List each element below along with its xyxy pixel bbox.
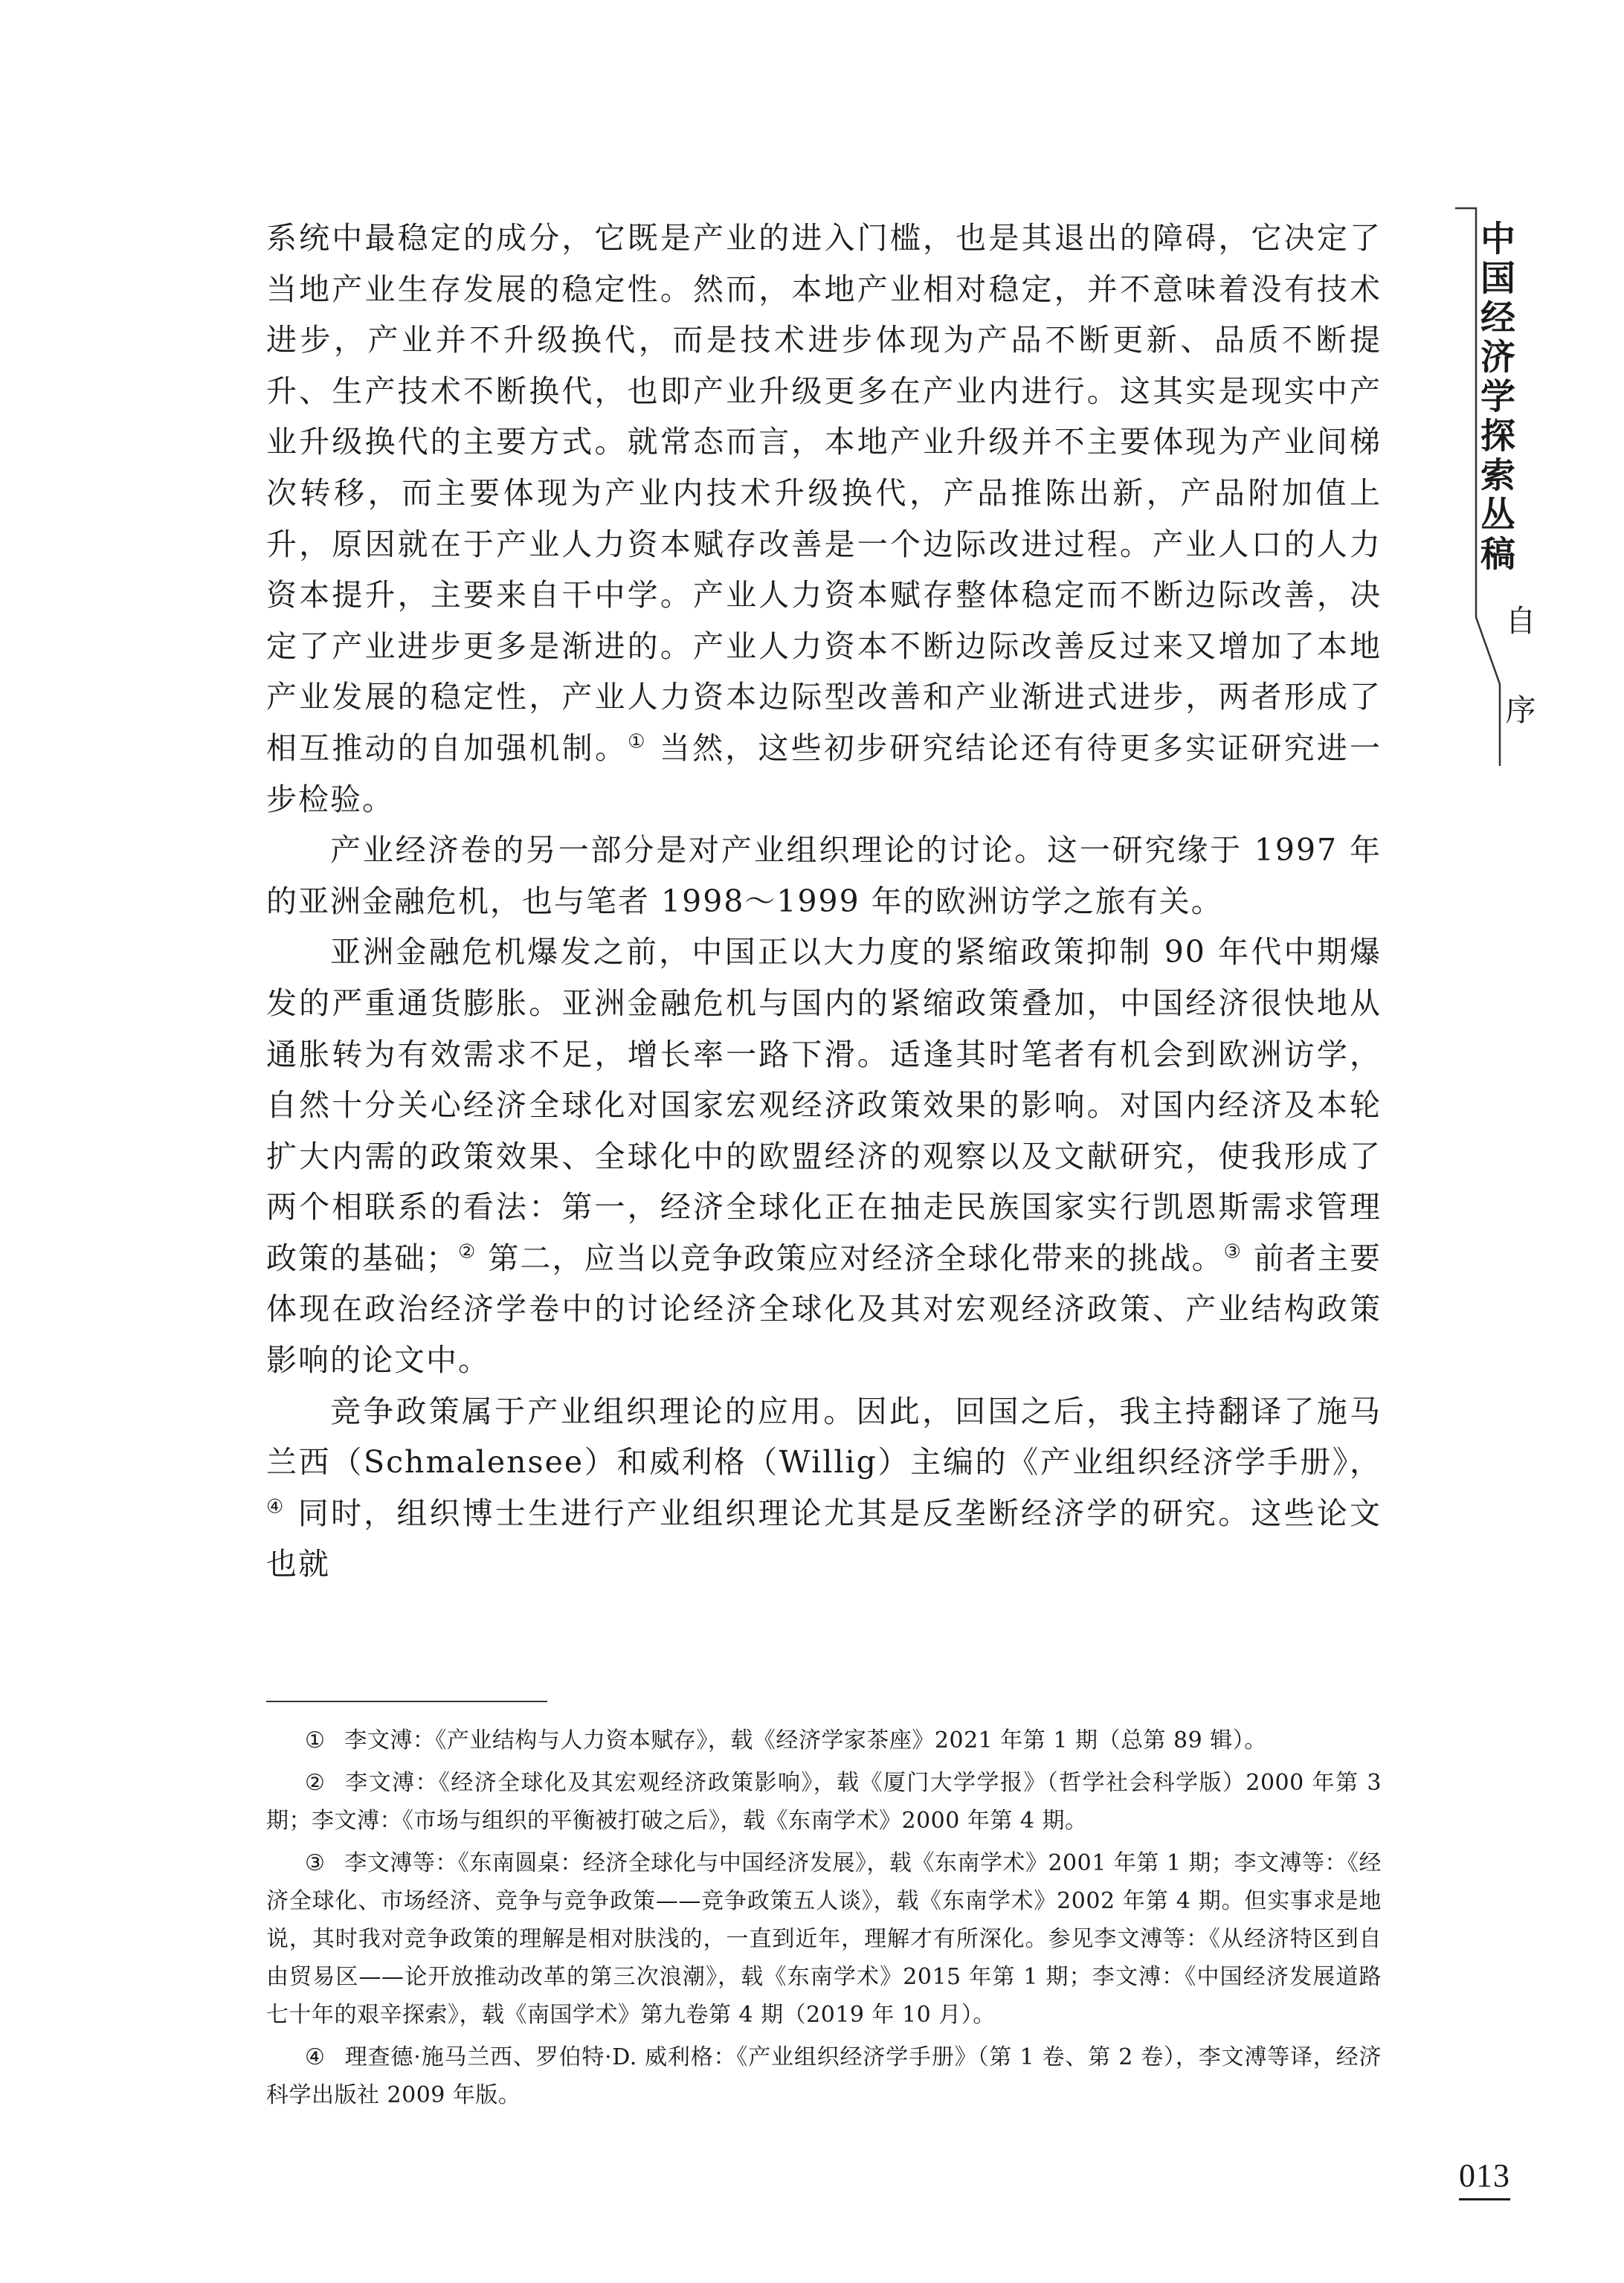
paragraph-1-text-cont: 当然，这些初步研究结论还有待更多实证研究进一步检验。	[266, 730, 1382, 817]
footnote-3	[266, 1844, 1382, 2034]
footnotes	[266, 1722, 1382, 2119]
series-title: 中国经济学探索丛稿	[1475, 220, 1515, 575]
paragraph-4-text-cont: 同时，组织博士生进行产业组织理论尤其是反垄断经济学的研究。这些论文也就	[266, 1495, 1382, 1582]
section-mark-2: 序	[1505, 692, 1536, 728]
paragraph-1	[266, 213, 1382, 825]
footnote-divider	[266, 1701, 547, 1702]
footnote-number: ④	[305, 2044, 326, 2070]
paragraph-3-text-cont: 第二，应当以竞争政策应对经济全球化带来的挑战。	[477, 1240, 1224, 1276]
footnote-ref-2[interactable]: ②	[458, 1240, 477, 1263]
page-number: 013	[1459, 2157, 1510, 2200]
footnote-text: 理查德·施马兰西、罗伯特·D. 威利格：《产业组织经济学手册》（第 1 卷、第 2 卷），李文溥等译，经济科学出版社 2009 年版。	[266, 2044, 1382, 2108]
main-text	[266, 213, 1382, 1590]
series-sidebar	[1454, 201, 1565, 766]
paragraph-3-text: 亚洲金融危机爆发之前，中国正以大力度的紧缩政策抑制 90 年代中期爆发的严重通货膨胀。亚洲金融危机与国内的紧缩政策叠加，中国经济很快地从通胀转为有效需求不足，增长率一路下滑。适逢其时笔者有机会到欧洲访学，自然十分关心经济全球化对国家宏观经济政策效果的影响。对国内经济及本轮扩大内需的政策效果、全球化中的欧盟经济的观察以及文献研究，使我形成了两个相联系的看法：第一，经济全球化正在抽走民族国家实行凯恩斯需求管理政策的基础；	[266, 934, 1382, 1276]
paragraph-4-text: 竞争政策属于产业组织理论的应用。因此，回国之后，我主持翻译了施马兰西（Schmalensee）和威利格（Willig）主编的《产业组织经济学手册》，	[266, 1393, 1382, 1481]
footnote-number: ①	[305, 1727, 326, 1754]
paragraph-3-text-end: 前者主要体现在政治经济学卷中的讨论经济全球化及其对宏观经济政策、产业结构政策影响的论文中。	[266, 1240, 1382, 1379]
footnote-number: ③	[305, 1850, 326, 1876]
footnote-ref-4[interactable]: ④	[266, 1495, 286, 1519]
footnote-text: 李文溥等：《东南圆桌：经济全球化与中国经济发展》，载《东南学术》2001 年第 1 期；李文溥等：《经济全球化、市场经济、竞争与竞争政策——竞争政策五人谈》，载《东南学术》2002 年第 4 期。但实事求是地说，其时我对竞争政策的理解是相对肤浅的，一直到近年，理解才有所深化。参见李文溥等：《从经济特区到自由贸易区——论开放推动改革的第三次浪潮》，载《东南学术》2015 年第 1 期；李文溥：《中国经济发展道路七十年的艰辛探索》，载《南国学术》第九卷第 4 期（2019 年 10 月）。	[266, 1850, 1382, 2028]
paragraph-3	[266, 927, 1382, 1385]
footnote-number: ②	[305, 1770, 326, 1796]
footnote-2	[266, 1764, 1382, 1840]
footnote-text: 李文溥：《经济全球化及其宏观经济政策影响》，载《厦门大学学报》（哲学社会科学版）2000 年第 3 期；李文溥：《市场与组织的平衡被打破之后》，载《东南学术》2000 年第 4 期。	[266, 1770, 1382, 1834]
footnote-1	[266, 1722, 1382, 1759]
section-mark-1: 自	[1505, 603, 1536, 639]
paragraph-4	[266, 1386, 1382, 1590]
footnote-ref-3[interactable]: ③	[1223, 1240, 1243, 1263]
footnote-4	[266, 2038, 1382, 2114]
paragraph-2: 产业经济卷的另一部分是对产业组织理论的讨论。这一研究缘于 1997 年的亚洲金融危机，也与笔者 1998～1999 年的欧洲访学之旅有关。	[266, 832, 1382, 919]
paragraph-1-text: 系统中最稳定的成分，它既是产业的进入门槛，也是其退出的障碍，它决定了当地产业生存发展的稳定性。然而，本地产业相对稳定，并不意味着没有技术进步，产业并不升级换代，而是技术进步体现为产品不断更新、品质不断提升、生产技术不断换代，也即产业升级更多在产业内进行。这其实是现实中产业升级换代的主要方式。就常态而言，本地产业升级并不主要体现为产业间梯次转移，而主要体现为产业内技术升级换代，产品推陈出新，产品附加值上升，原因就在于产业人力资本赋存改善是一个边际改进过程。产业人口的人力资本提升，主要来自干中学。产业人力资本赋存整体稳定而不断边际改善，决定了产业进步更多是渐进的。产业人力资本不断边际改善反过来又增加了本地产业发展的稳定性，产业人力资本边际型改善和产业渐进式进步，两者形成了相互推动的自加强机制。	[266, 220, 1382, 766]
footnote-ref-1[interactable]: ①	[628, 730, 648, 753]
footnote-text: 李文溥：《产业结构与人力资本赋存》，载《经济学家茶座》2021 年第 1 期（总第 89 辑）。	[344, 1727, 1267, 1754]
